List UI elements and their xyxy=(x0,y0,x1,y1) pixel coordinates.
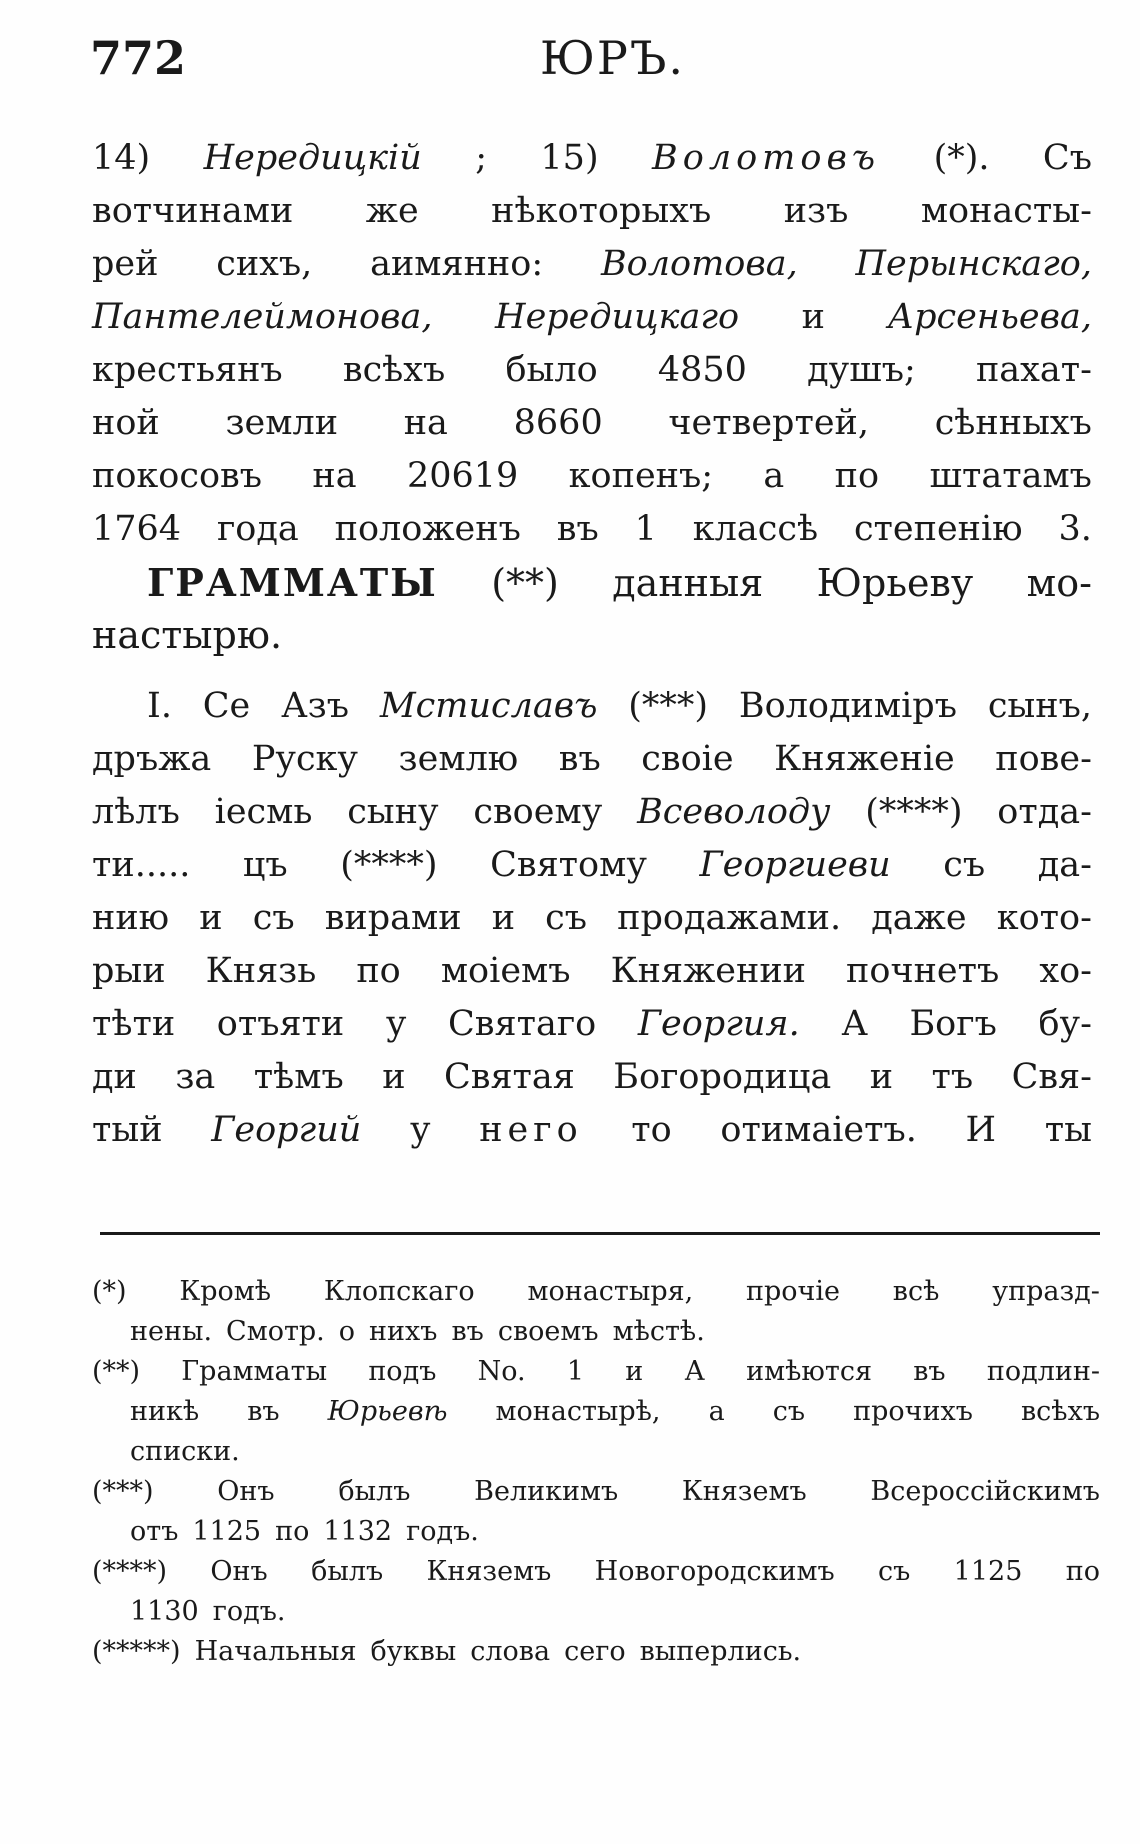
word: 8660 xyxy=(513,403,603,443)
word: вотчинами xyxy=(92,191,294,231)
word: Онъ xyxy=(210,1556,268,1587)
word: лѣлъ xyxy=(92,792,180,832)
word: Князь xyxy=(205,951,317,991)
word: прочіе xyxy=(746,1276,841,1307)
word: 1132 xyxy=(323,1516,393,1547)
word: Святому xyxy=(490,845,647,885)
word: моіемъ xyxy=(440,951,571,991)
charter-line xyxy=(92,945,1092,998)
word: 1130 xyxy=(130,1596,199,1627)
word: съ xyxy=(252,898,295,938)
word: ти..... xyxy=(92,845,191,885)
word: Пантелеймонова, xyxy=(92,297,433,337)
word: на xyxy=(312,456,357,496)
word: подлин- xyxy=(986,1356,1100,1387)
footnote-line xyxy=(92,1432,1100,1472)
word: по xyxy=(275,1516,310,1547)
word: Азъ xyxy=(281,686,349,726)
word: нихъ xyxy=(369,1316,438,1347)
footnote-line xyxy=(92,1552,1100,1592)
word: (***) xyxy=(628,686,709,726)
footnote-marker: (****) xyxy=(92,1556,168,1587)
word: и xyxy=(491,898,516,938)
word: годъ. xyxy=(212,1596,286,1627)
section-heading-continued xyxy=(92,609,1092,662)
word: изъ xyxy=(783,191,849,231)
word: Княземъ xyxy=(426,1556,552,1587)
word: 1125 xyxy=(953,1556,1023,1587)
word: Новогородскимъ xyxy=(594,1556,835,1587)
word: буквы xyxy=(370,1636,457,1667)
word: (****) xyxy=(340,845,438,885)
footnote-divider xyxy=(100,1232,1100,1235)
word: монасты- xyxy=(920,191,1092,231)
word: Юрьевѣ xyxy=(327,1396,448,1427)
word: рей xyxy=(92,244,159,284)
word: съ xyxy=(943,845,986,885)
word: съ xyxy=(878,1556,911,1587)
word: (****) xyxy=(865,792,963,832)
word: мѣстѣ. xyxy=(612,1316,705,1347)
word: Нередицкаго xyxy=(495,297,740,337)
footnote-line xyxy=(92,1472,1100,1512)
word: монастыря, xyxy=(527,1276,694,1307)
word: Кромѣ xyxy=(179,1276,272,1307)
word: хо- xyxy=(1039,951,1092,991)
word: въ xyxy=(556,509,599,549)
main-text xyxy=(92,132,1092,1157)
word: почнетъ xyxy=(846,951,1000,991)
word: всѣхъ xyxy=(1020,1396,1100,1427)
word: тѣти xyxy=(92,1004,176,1044)
word: Мстиславъ xyxy=(379,686,598,726)
word: 4850 xyxy=(657,350,747,390)
word: А xyxy=(684,1356,705,1387)
section-heading xyxy=(92,556,1092,609)
word: списки. xyxy=(130,1436,240,1467)
word: 1 xyxy=(566,1356,584,1387)
word: въ xyxy=(247,1396,280,1427)
footnote-line xyxy=(92,1272,1100,1312)
word: Начальныя xyxy=(194,1636,357,1667)
charter-line xyxy=(92,839,1092,892)
word: Съ xyxy=(1042,138,1092,178)
word: сыну xyxy=(347,792,439,832)
word: же xyxy=(365,191,419,231)
word: No. xyxy=(477,1356,526,1387)
word: отда- xyxy=(997,792,1092,832)
heading-word: ГРАММАТЫ xyxy=(147,560,438,605)
word: Руску xyxy=(251,739,359,779)
word: Георгия. xyxy=(637,1004,800,1044)
word: крестьянъ xyxy=(92,350,283,390)
heading-word: настырю. xyxy=(92,613,283,657)
charter-line xyxy=(92,1104,1092,1157)
word: земли xyxy=(225,403,339,443)
word: тъ xyxy=(931,1057,974,1097)
text-line xyxy=(92,132,1092,185)
word: рыи xyxy=(92,951,166,991)
word: пахат- xyxy=(975,350,1092,390)
word: 1764 xyxy=(92,509,182,549)
word: Перынскаго, xyxy=(855,244,1092,284)
word: и xyxy=(199,898,223,938)
footnote-marker: (***) xyxy=(92,1476,154,1507)
word: ди xyxy=(92,1057,137,1097)
footnote-marker: (**) xyxy=(92,1356,141,1387)
word: по xyxy=(834,456,880,496)
word: него xyxy=(479,1110,583,1150)
word: цъ xyxy=(242,845,288,885)
word: нию xyxy=(92,898,170,938)
word: Святая xyxy=(443,1057,575,1097)
word: и xyxy=(869,1057,894,1097)
charter-line xyxy=(92,1051,1092,1104)
word: нѣкоторыхъ xyxy=(491,191,712,231)
word: Святаго xyxy=(448,1004,597,1044)
word: продажами. xyxy=(617,898,842,938)
word: (*). xyxy=(933,138,990,178)
word: у xyxy=(385,1004,407,1044)
text-line xyxy=(92,397,1092,450)
word: и xyxy=(801,297,825,337)
word: пове- xyxy=(995,739,1092,779)
word: былъ xyxy=(311,1556,384,1587)
footnote-line xyxy=(92,1352,1100,1392)
word: 14) xyxy=(92,138,151,178)
charter-line xyxy=(92,998,1092,1051)
word: а xyxy=(763,456,785,496)
word: 15) xyxy=(540,138,599,178)
footnote-marker: (*****) xyxy=(92,1636,181,1667)
heading-word: Юрьеву xyxy=(816,561,974,605)
word: И xyxy=(965,1110,997,1150)
word: Княземъ xyxy=(681,1476,807,1507)
word: Георгиеви xyxy=(699,845,891,885)
word: покосовъ xyxy=(92,456,262,496)
word: съ xyxy=(545,898,588,938)
heading-word: мо- xyxy=(1026,561,1092,605)
running-title: ЮРЪ. xyxy=(540,31,686,85)
spacer xyxy=(92,662,1092,680)
word: по xyxy=(1065,1556,1100,1587)
word: землю xyxy=(398,739,519,779)
word: подъ xyxy=(368,1356,437,1387)
word: 1125 xyxy=(192,1516,262,1547)
word: четвертей, xyxy=(668,403,869,443)
word: ; xyxy=(475,138,487,178)
word: бу- xyxy=(1038,1004,1092,1044)
word: Клопскаго xyxy=(323,1276,475,1307)
word: никѣ xyxy=(130,1396,200,1427)
word: своемъ xyxy=(497,1316,599,1347)
word: былъ xyxy=(338,1476,411,1507)
word: Княженіе xyxy=(774,739,955,779)
word: было xyxy=(505,350,598,390)
word: Княжении xyxy=(610,951,806,991)
word: отъяти xyxy=(216,1004,345,1044)
word: ной xyxy=(92,403,160,443)
word: а xyxy=(708,1396,725,1427)
footnote-line xyxy=(92,1592,1100,1632)
word: да- xyxy=(1037,845,1092,885)
word: и xyxy=(382,1057,406,1097)
footnote-line xyxy=(92,1632,1100,1672)
word: Грамматы xyxy=(181,1356,328,1387)
word: то xyxy=(631,1110,672,1150)
word: ты xyxy=(1044,1110,1092,1150)
word: степенію xyxy=(853,509,1023,549)
word: сихъ, xyxy=(216,244,313,284)
word: дръжа xyxy=(92,739,212,779)
word: упразд- xyxy=(992,1276,1100,1307)
word: всѣ xyxy=(892,1276,940,1307)
word: 1 xyxy=(634,509,657,549)
word: А xyxy=(841,1004,868,1044)
word: сынъ, xyxy=(987,686,1092,726)
word: тѣмъ xyxy=(253,1057,344,1097)
word: имѣются xyxy=(746,1356,872,1387)
word: тый xyxy=(92,1110,163,1150)
word: въ xyxy=(451,1316,484,1347)
text-line xyxy=(92,503,1092,556)
word: Всеволоду xyxy=(637,792,831,832)
word: года xyxy=(216,509,299,549)
word: прочихъ xyxy=(853,1396,973,1427)
word: въ xyxy=(558,739,601,779)
word: всѣхъ xyxy=(342,350,446,390)
word: слова xyxy=(470,1636,551,1667)
word: съ xyxy=(772,1396,806,1427)
word: Великимъ xyxy=(474,1476,619,1507)
word: I. xyxy=(147,686,172,726)
footnotes xyxy=(92,1272,1100,1672)
footnote-line xyxy=(92,1312,1100,1352)
text-line xyxy=(92,450,1092,503)
heading-word: (**) xyxy=(491,561,559,605)
word: душъ; xyxy=(807,350,916,390)
word: классѣ xyxy=(692,509,819,549)
charter-line xyxy=(92,680,1092,733)
text-line xyxy=(92,344,1092,397)
word: Волотовъ xyxy=(652,138,881,178)
word: Се xyxy=(202,686,251,726)
word: выперлись. xyxy=(639,1636,802,1667)
heading-word: данныя xyxy=(612,561,764,605)
word: Арсеньева, xyxy=(887,297,1092,337)
word: Володиміръ xyxy=(738,686,957,726)
charter-line xyxy=(92,786,1092,839)
word: годъ. xyxy=(406,1516,479,1547)
word: положенъ xyxy=(334,509,521,549)
word: за xyxy=(175,1057,216,1097)
word: Нередицкій xyxy=(203,138,422,178)
page-header xyxy=(90,28,1100,88)
text-line xyxy=(92,238,1092,291)
word: своіе xyxy=(641,739,734,779)
footnote-line xyxy=(92,1392,1100,1432)
word: по xyxy=(356,951,401,991)
word: на xyxy=(403,403,448,443)
word: у xyxy=(409,1110,431,1150)
word: Смотр. xyxy=(226,1316,325,1347)
word: кото- xyxy=(996,898,1092,938)
word: монастырѣ, xyxy=(495,1396,661,1427)
word: 3. xyxy=(1058,509,1092,549)
text-line xyxy=(92,185,1092,238)
word: сего xyxy=(564,1636,626,1667)
word: и xyxy=(625,1356,644,1387)
word: отимаіетъ. xyxy=(720,1110,917,1150)
word: вирами xyxy=(324,898,462,938)
page-number: 772 xyxy=(90,31,187,85)
charter-line xyxy=(92,733,1092,786)
word: Онъ xyxy=(217,1476,275,1507)
word: штатамъ xyxy=(929,456,1092,496)
word: Богородица xyxy=(613,1057,832,1097)
footnote-line xyxy=(92,1512,1100,1552)
text-line xyxy=(92,291,1092,344)
word: отъ xyxy=(130,1516,179,1547)
footnote-marker: (*) xyxy=(92,1276,127,1307)
word: даже xyxy=(871,898,967,938)
word: іесмь xyxy=(214,792,313,832)
word: нены. xyxy=(130,1316,213,1347)
word: въ xyxy=(913,1356,946,1387)
word: сѣнныхъ xyxy=(934,403,1092,443)
word: своему xyxy=(473,792,603,832)
word: Свя- xyxy=(1011,1057,1092,1097)
word: о xyxy=(338,1316,356,1347)
word: 20619 xyxy=(406,456,519,496)
word: Георгий xyxy=(211,1110,362,1150)
charter-line xyxy=(92,892,1092,945)
word: Богъ xyxy=(909,1004,997,1044)
word: Всероссійскимъ xyxy=(870,1476,1100,1507)
word: Волотова, xyxy=(600,244,798,284)
word: аимянно: xyxy=(370,244,544,284)
word: копенъ; xyxy=(568,456,714,496)
